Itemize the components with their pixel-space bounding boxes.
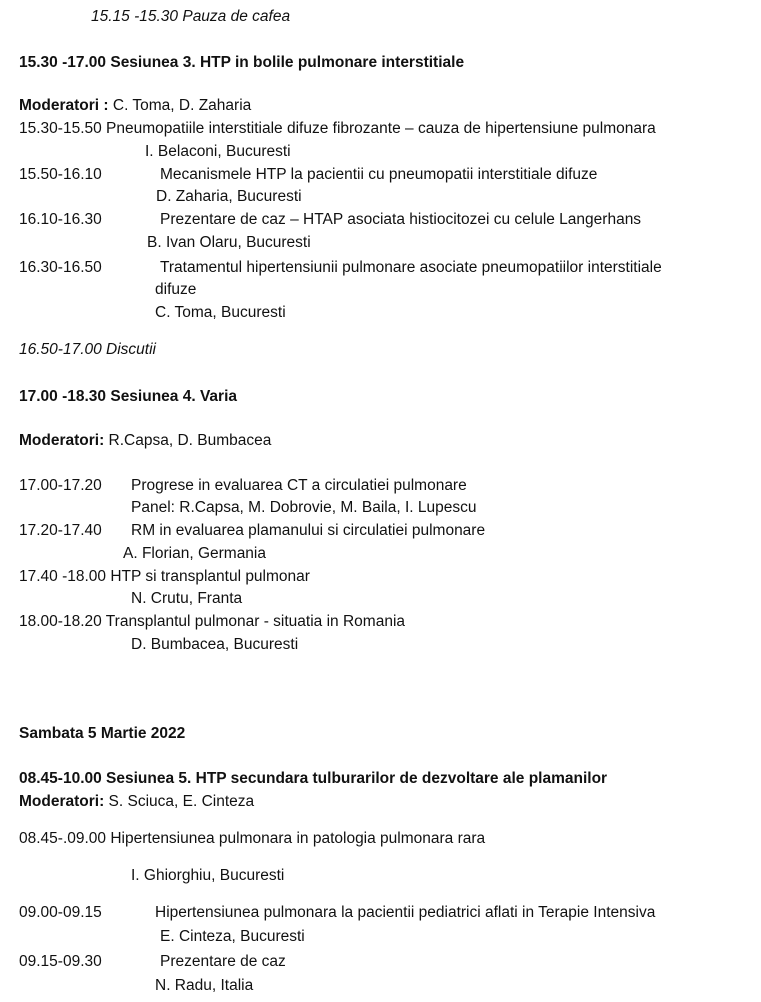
s3-talk4-time: 16.30-16.50 <box>19 259 102 276</box>
s5-talk2-title: Hipertensiunea pulmonara la pacientii pediatrici aflati in Terapie Intensiva <box>155 904 656 921</box>
s4-talk1-time: 17.00-17.20 <box>19 477 102 494</box>
s4-talk2-speaker: A. Florian, Germania <box>123 545 266 562</box>
s4-talk4-line: 18.00-18.20 Transplantul pulmonar - situatia in Romania <box>19 613 406 630</box>
s3-talk4-title-line2: difuze <box>155 281 197 298</box>
moderators-label: Moderatori: <box>19 432 105 449</box>
moderators-names: S. Sciuca, E. Cinteza <box>104 793 255 810</box>
session-5-moderators <box>19 792 254 812</box>
s5-talk3-speaker: N. Radu, Italia <box>155 977 254 994</box>
session-5-title: 08.45-10.00 Sesiunea 5. HTP secundara tulburarilor de dezvoltare ale plamanilor <box>19 770 608 787</box>
s3-talk1-speaker: I. Belaconi, Bucuresti <box>145 143 291 160</box>
coffee-break: 15.15 -15.30 Pauza de cafea <box>91 8 291 25</box>
s4-talk3-speaker: N. Crutu, Franta <box>131 590 243 607</box>
s3-talk2-title: Mecanismele HTP la pacientii cu pneumopatii interstitiale difuze <box>160 166 598 183</box>
s3-discussion: 16.50-17.00 Discutii <box>19 341 156 358</box>
s4-talk1-panel: Panel: R.Capsa, M. Dobrovie, M. Baila, I. Lupescu <box>131 499 477 516</box>
s5-talk2-time: 09.00-09.15 <box>19 904 102 921</box>
moderators-label: Moderatori : <box>19 97 109 114</box>
s4-talk3-line: 17.40 -18.00 HTP si transplantul pulmonar <box>19 568 310 585</box>
s4-talk4-speaker: D. Bumbacea, Bucuresti <box>131 636 299 653</box>
moderators-names: R.Capsa, D. Bumbacea <box>104 432 272 449</box>
s3-talk3-speaker: B. Ivan Olaru, Bucuresti <box>147 234 311 251</box>
moderators-names: C. Toma, D. Zaharia <box>108 97 252 114</box>
s3-talk3-time: 16.10-16.30 <box>19 211 102 228</box>
s4-talk2-title: RM in evaluarea plamanului si circulatiei pulmonare <box>131 522 486 539</box>
s5-talk3-time: 09.15-09.30 <box>19 953 102 970</box>
s5-talk2-speaker: E. Cinteza, Bucuresti <box>160 928 305 945</box>
moderators-label: Moderatori: <box>19 793 105 810</box>
day-heading: Sambata 5 Martie 2022 <box>19 725 186 742</box>
s3-talk2-time: 15.50-16.10 <box>19 166 102 183</box>
s3-talk1-line: 15.30-15.50 Pneumopatiile interstitiale difuze fibrozante – cauza de hipertensiune pulmonara <box>19 120 656 137</box>
session-4-moderators <box>19 431 271 451</box>
s4-talk2-time: 17.20-17.40 <box>19 522 102 539</box>
s3-talk4-title-line1: Tratamentul hipertensiunii pulmonare asociate pneumopatiilor interstitiale <box>160 259 662 276</box>
s5-talk1-line: 08.45-.09.00 Hipertensiunea pulmonara in patologia pulmonara rara <box>19 830 486 847</box>
s4-talk1-title: Progrese in evaluarea CT a circulatiei pulmonare <box>131 477 467 494</box>
s3-talk4-speaker: C. Toma, Bucuresti <box>155 304 286 321</box>
s5-talk1-speaker: I. Ghiorghiu, Bucuresti <box>131 867 285 884</box>
session-4-title: 17.00 -18.30 Sesiunea 4. Varia <box>19 388 238 405</box>
session-3-title: 15.30 -17.00 Sesiunea 3. HTP in bolile pulmonare interstitiale <box>19 54 465 71</box>
s5-talk3-title: Prezentare de caz <box>160 953 286 970</box>
session-3-moderators <box>19 96 251 116</box>
s3-talk2-speaker: D. Zaharia, Bucuresti <box>156 188 302 205</box>
s3-talk3-title: Prezentare de caz – HTAP asociata histiocitozei cu celule Langerhans <box>160 211 642 228</box>
